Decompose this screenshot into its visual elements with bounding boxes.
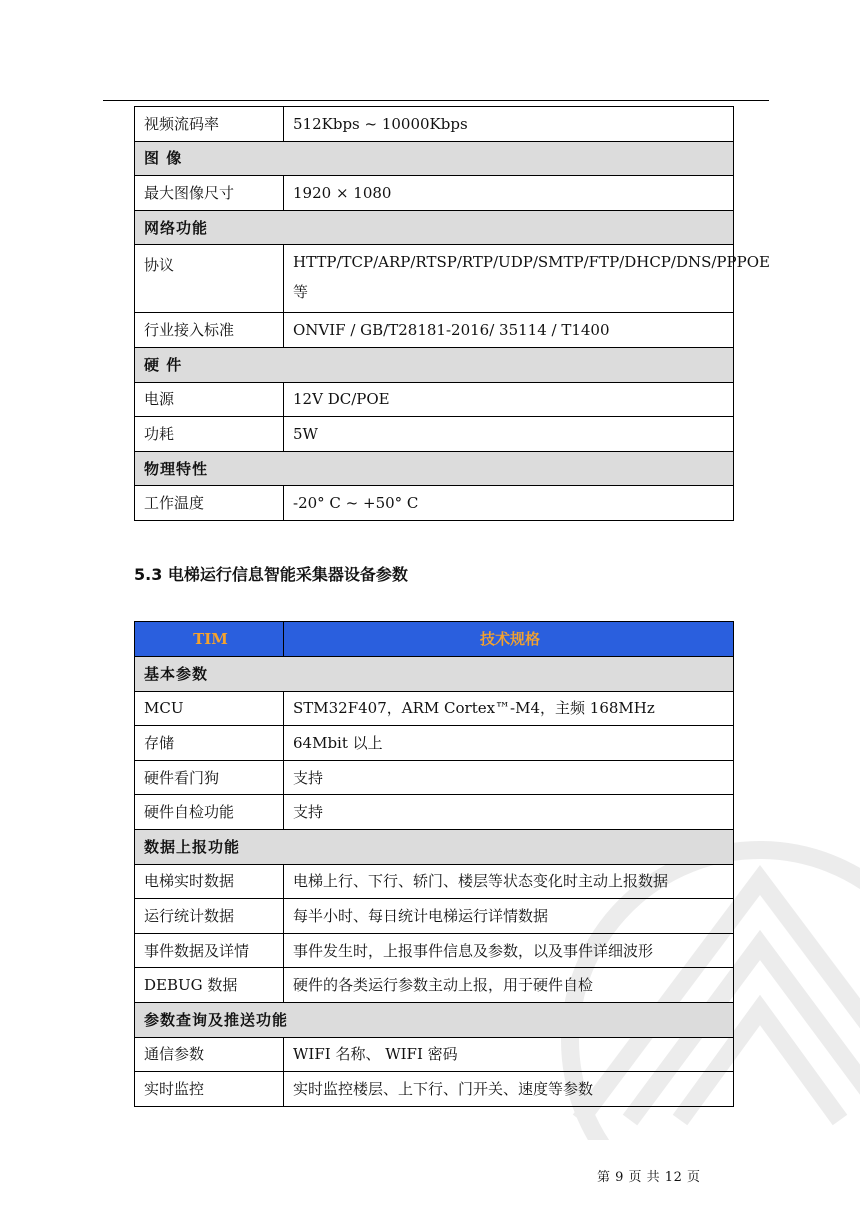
table-header-row (135, 622, 734, 657)
row-label: 存储 (135, 726, 284, 761)
row-value: ONVIF / GB/T28181-2016/ 35114 / T1400 (284, 313, 734, 348)
row-label: 运行统计数据 (135, 899, 284, 934)
row-value: 硬件的各类运行参数主动上报，用于硬件自检 (284, 968, 734, 1003)
section-row (135, 829, 734, 864)
row-value: 支持 (284, 760, 734, 795)
section-label: 基本参数 (135, 657, 734, 692)
section-label: 数据上报功能 (135, 829, 734, 864)
table-row (135, 933, 734, 968)
camera-spec-table (134, 106, 770, 521)
row-label: DEBUG 数据 (135, 968, 284, 1003)
row-label: MCU (135, 691, 284, 726)
section-label: 物理特性 (135, 451, 734, 486)
row-value: 64Mbit 以上 (284, 726, 734, 761)
table-row (135, 176, 734, 211)
section-row (135, 1002, 734, 1037)
collector-spec-table (134, 621, 734, 1107)
row-value: 5W (284, 417, 734, 452)
section-row (135, 347, 734, 382)
table-row (135, 382, 734, 417)
page-footer: 第 9 页 共 12 页 (597, 1170, 701, 1185)
table-row (135, 899, 734, 934)
table-row (135, 245, 734, 313)
section-row (135, 141, 734, 176)
row-value: 事件发生时，上报事件信息及参数，以及事件详细波形 (284, 933, 734, 968)
row-value: 实时监控楼层、上下行、门开关、速度等参数 (284, 1072, 734, 1107)
table-row (135, 760, 734, 795)
section-label: 图 像 (135, 141, 734, 176)
row-value: 电梯上行、下行、轿门、楼层等状态变化时主动上报数据 (284, 864, 734, 899)
row-value: 每半小时、每日统计电梯运行详情数据 (284, 899, 734, 934)
table-row (135, 107, 734, 142)
row-label: 硬件自检功能 (135, 795, 284, 830)
section-row (135, 451, 734, 486)
row-label: 功耗 (135, 417, 284, 452)
section-row (135, 657, 734, 692)
header-rule (103, 100, 769, 101)
row-value: 1920 × 1080 (284, 176, 734, 211)
row-label: 行业接入标准 (135, 313, 284, 348)
table-row (135, 968, 734, 1003)
header-col-tim: TIM (135, 622, 284, 657)
row-value: HTTP/TCP/ARP/RTSP/RTP/UDP/SMTP/FTP/DHCP/DNS/PPPOE 等 (284, 245, 734, 313)
section-title: 5.3 电梯运行信息智能采集器设备参数 (134, 565, 408, 584)
row-value: 支持 (284, 795, 734, 830)
section-row (135, 210, 734, 245)
table-row (135, 864, 734, 899)
row-label: 通信参数 (135, 1037, 284, 1072)
row-value: 12V DC/POE (284, 382, 734, 417)
row-label: 事件数据及详情 (135, 933, 284, 968)
row-label: 实时监控 (135, 1072, 284, 1107)
row-label: 协议 (135, 245, 284, 313)
row-value: STM32F407，ARM Cortex™-M4，主频 168MHz (284, 691, 734, 726)
row-label: 硬件看门狗 (135, 760, 284, 795)
table-row (135, 486, 734, 521)
table-row (135, 726, 734, 761)
header-col-spec: 技术规格 (284, 622, 734, 657)
table-row (135, 1072, 734, 1107)
row-value: WIFI 名称、 WIFI 密码 (284, 1037, 734, 1072)
row-label: 电源 (135, 382, 284, 417)
table-row (135, 417, 734, 452)
row-label: 工作温度 (135, 486, 284, 521)
section-label: 参数查询及推送功能 (135, 1002, 734, 1037)
table-row (135, 691, 734, 726)
row-label: 电梯实时数据 (135, 864, 284, 899)
table-row (135, 1037, 734, 1072)
section-label: 硬 件 (135, 347, 734, 382)
row-value: 512Kbps ~ 10000Kbps (284, 107, 734, 142)
table-row (135, 795, 734, 830)
row-label: 视频流码率 (135, 107, 284, 142)
table-row (135, 313, 734, 348)
section-label: 网络功能 (135, 210, 734, 245)
row-value: -20° C ~ +50° C (284, 486, 734, 521)
row-label: 最大图像尺寸 (135, 176, 284, 211)
